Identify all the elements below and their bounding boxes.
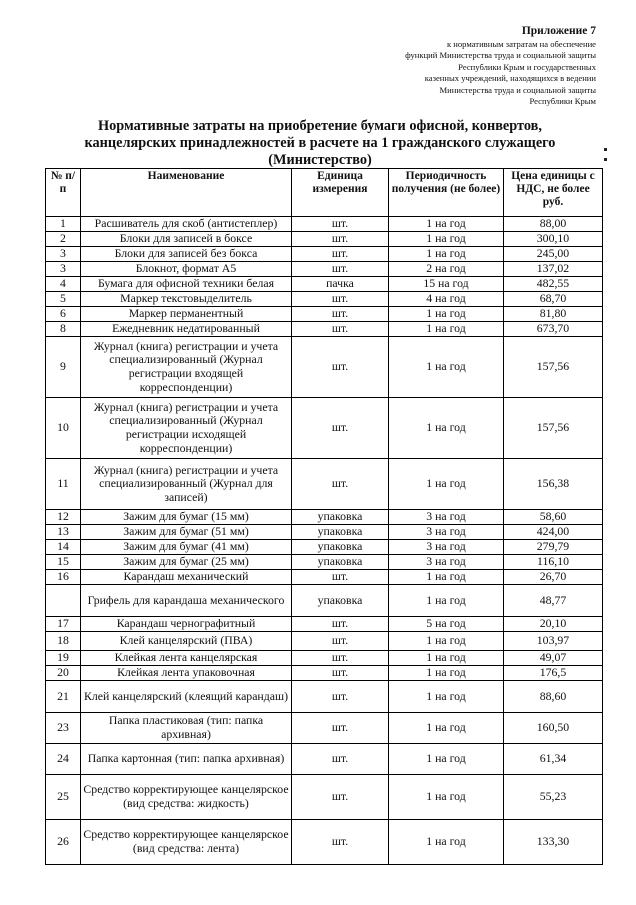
cell-period: 2 на год — [389, 262, 504, 277]
header-period: Периодичность получения (не более) — [389, 169, 504, 217]
cell-period: 1 на год — [389, 632, 504, 651]
cell-unit: шт. — [292, 820, 389, 865]
cell-unit: упаковка — [292, 585, 389, 617]
cell-num: 20 — [46, 666, 81, 681]
table-row — [46, 632, 603, 651]
appendix-line: Республики Крым и государственных — [458, 61, 596, 72]
costs-table — [45, 168, 603, 865]
cell-unit: шт. — [292, 775, 389, 820]
cell-period: 1 на год — [389, 398, 504, 459]
table-row — [46, 713, 603, 744]
table-body — [46, 217, 603, 865]
cell-name: Зажим для бумаг (25 мм) — [81, 555, 292, 570]
cell-name: Карандаш механический — [81, 570, 292, 585]
cell-name: Маркер текстовыделитель — [81, 292, 292, 307]
cell-num: 11 — [46, 459, 81, 510]
table-row — [46, 247, 603, 262]
cell-name: Блокнот, формат А5 — [81, 262, 292, 277]
cell-unit: упаковка — [292, 510, 389, 525]
cell-name: Средство корректирующее канцелярское (вид средства: жидкость) — [81, 775, 292, 820]
cell-price: 279,79 — [504, 540, 603, 555]
cell-unit: шт. — [292, 232, 389, 247]
cell-num: 12 — [46, 510, 81, 525]
cell-name: Журнал (книга) регистрации и учета специализированный (Журнал для записей) — [81, 459, 292, 510]
header-name: Наименование — [81, 169, 292, 217]
cell-unit: шт. — [292, 337, 389, 398]
cell-name: Блоки для записей в боксе — [81, 232, 292, 247]
cell-price: 49,07 — [504, 651, 603, 666]
cell-num: 13 — [46, 525, 81, 540]
cell-price: 81,80 — [504, 307, 603, 322]
cell-price: 160,50 — [504, 713, 603, 744]
cell-unit: шт. — [292, 459, 389, 510]
appendix-line: функций Министерства труда и социальной защиты — [405, 50, 596, 61]
title-line: канцелярских принадлежностей в расчете на 1 гражданского служащего — [84, 135, 556, 151]
cell-period: 1 на год — [389, 775, 504, 820]
cell-unit: шт. — [292, 681, 389, 713]
cell-name: Средство корректирующее канцелярское (вид средства: лента) — [81, 820, 292, 865]
cell-period: 3 на год — [389, 540, 504, 555]
cell-price: 300,10 — [504, 232, 603, 247]
cell-num: 9 — [46, 337, 81, 398]
cell-num: 19 — [46, 651, 81, 666]
cell-period: 1 на год — [389, 307, 504, 322]
cell-name: Журнал (книга) регистрации и учета специализированный (Журнал регистрации исходящей корреспонденции) — [81, 398, 292, 459]
appendix-line: к нормативным затратам на обеспечение — [446, 39, 596, 49]
cell-unit: шт. — [292, 713, 389, 744]
table-row — [46, 585, 603, 617]
cell-unit: упаковка — [292, 555, 389, 570]
cell-period: 3 на год — [389, 555, 504, 570]
header-num: № п/п — [46, 169, 81, 217]
cell-price: 156,38 — [504, 459, 603, 510]
cell-name: Ежедневник недатированный — [81, 322, 292, 337]
cell-num: 15 — [46, 555, 81, 570]
appendix-title: Приложение 7 — [521, 25, 596, 37]
table-row — [46, 525, 603, 540]
table-row — [46, 820, 603, 865]
title-line: Нормативные затраты на приобретение бумаги офисной, конвертов, — [98, 118, 542, 134]
appendix-line: Республики Крым — [529, 96, 596, 107]
cell-name: Бумага для офисной техники белая — [81, 277, 292, 292]
appendix-header — [336, 24, 596, 107]
cell-period: 4 на год — [389, 292, 504, 307]
cell-unit: шт. — [292, 262, 389, 277]
scan-mark — [604, 158, 607, 161]
cell-period: 1 на год — [389, 713, 504, 744]
cell-period: 1 на год — [389, 322, 504, 337]
cell-num: 2 — [46, 232, 81, 247]
cell-name: Папка картонная (тип: папка архивная) — [81, 744, 292, 775]
cell-price: 424,00 — [504, 525, 603, 540]
cell-num: 6 — [46, 307, 81, 322]
cell-name: Маркер перманентный — [81, 307, 292, 322]
table-row — [46, 555, 603, 570]
cell-name: Зажим для бумаг (15 мм) — [81, 510, 292, 525]
cell-period: 1 на год — [389, 232, 504, 247]
table-row — [46, 651, 603, 666]
cell-period: 1 на год — [389, 247, 504, 262]
table-row — [46, 307, 603, 322]
cell-price: 133,30 — [504, 820, 603, 865]
cell-num: 23 — [46, 713, 81, 744]
table-header-row — [46, 169, 603, 217]
cell-name: Грифель для карандаша механического — [81, 585, 292, 617]
cell-unit: шт. — [292, 666, 389, 681]
cell-num: 25 — [46, 775, 81, 820]
cell-unit: шт. — [292, 744, 389, 775]
cell-price: 58,60 — [504, 510, 603, 525]
cell-unit: шт. — [292, 398, 389, 459]
cell-unit: шт. — [292, 322, 389, 337]
cell-period: 1 на год — [389, 666, 504, 681]
table-row — [46, 262, 603, 277]
table-row — [46, 337, 603, 398]
cell-period: 1 на год — [389, 459, 504, 510]
cell-name: Блоки для записей без бокса — [81, 247, 292, 262]
cell-price: 245,00 — [504, 247, 603, 262]
table-row — [46, 540, 603, 555]
table-row — [46, 232, 603, 247]
cell-price: 103,97 — [504, 632, 603, 651]
cell-num: 4 — [46, 277, 81, 292]
cell-price: 55,23 — [504, 775, 603, 820]
cell-period: 1 на год — [389, 570, 504, 585]
cell-period: 1 на год — [389, 744, 504, 775]
cell-price: 482,55 — [504, 277, 603, 292]
cell-num: 10 — [46, 398, 81, 459]
cell-period: 1 на год — [389, 337, 504, 398]
cell-name: Журнал (книга) регистрации и учета специализированный (Журнал регистрации входящей корреспонденции) — [81, 337, 292, 398]
table-row — [46, 666, 603, 681]
cell-unit: шт. — [292, 617, 389, 632]
cell-unit: упаковка — [292, 525, 389, 540]
cell-name: Клей канцелярский (ПВА) — [81, 632, 292, 651]
cell-price: 157,56 — [504, 337, 603, 398]
cell-num — [46, 585, 81, 617]
table-row — [46, 322, 603, 337]
cell-period: 1 на год — [389, 585, 504, 617]
table-row — [46, 775, 603, 820]
document-title — [40, 118, 600, 169]
appendix-line: Министерства труда и социальной защиты — [439, 84, 596, 95]
cell-num: 14 — [46, 540, 81, 555]
table-row — [46, 459, 603, 510]
cell-name: Зажим для бумаг (51 мм) — [81, 525, 292, 540]
cell-name: Зажим для бумаг (41 мм) — [81, 540, 292, 555]
cell-price: 176,5 — [504, 666, 603, 681]
cell-price: 61,34 — [504, 744, 603, 775]
cell-unit: шт. — [292, 632, 389, 651]
table-row — [46, 217, 603, 232]
cell-price: 48,77 — [504, 585, 603, 617]
cell-price: 88,60 — [504, 681, 603, 713]
scan-mark — [604, 148, 607, 151]
cell-price: 88,00 — [504, 217, 603, 232]
title-line: (Министерство) — [268, 152, 372, 168]
cell-period: 1 на год — [389, 681, 504, 713]
cell-name: Папка пластиковая (тип: папка архивная) — [81, 713, 292, 744]
header-unit: Единица измерения — [292, 169, 389, 217]
cell-unit: шт. — [292, 217, 389, 232]
cell-num: 16 — [46, 570, 81, 585]
cell-period: 15 на год — [389, 277, 504, 292]
table-row — [46, 398, 603, 459]
appendix-line: казенных учреждений, находящихся в ведении — [424, 73, 596, 84]
cell-name: Карандаш чернографитный — [81, 617, 292, 632]
table-row — [46, 570, 603, 585]
table-row — [46, 617, 603, 632]
table-row — [46, 681, 603, 713]
cell-num: 3 — [46, 247, 81, 262]
cell-price: 137,02 — [504, 262, 603, 277]
cell-price: 157,56 — [504, 398, 603, 459]
cell-price: 20,10 — [504, 617, 603, 632]
cell-name: Расшиватель для скоб (антистеплер) — [81, 217, 292, 232]
cell-name: Клейкая лента упаковочная — [81, 666, 292, 681]
cell-price: 116,10 — [504, 555, 603, 570]
cell-unit: шт. — [292, 307, 389, 322]
cell-price: 26,70 — [504, 570, 603, 585]
cell-num: 3 — [46, 262, 81, 277]
header-price: Цена единицы с НДС, не более руб. — [504, 169, 603, 217]
table-row — [46, 510, 603, 525]
cell-unit: шт. — [292, 247, 389, 262]
cell-num: 8 — [46, 322, 81, 337]
table-row — [46, 292, 603, 307]
cell-num: 18 — [46, 632, 81, 651]
cell-name: Клей канцелярский (клеящий карандаш) — [81, 681, 292, 713]
cell-num: 24 — [46, 744, 81, 775]
table-row — [46, 277, 603, 292]
cell-period: 1 на год — [389, 651, 504, 666]
cell-num: 5 — [46, 292, 81, 307]
cell-period: 1 на год — [389, 820, 504, 865]
cell-period: 5 на год — [389, 617, 504, 632]
cell-unit: пачка — [292, 277, 389, 292]
cell-unit: шт. — [292, 570, 389, 585]
cell-num: 21 — [46, 681, 81, 713]
cell-period: 3 на год — [389, 510, 504, 525]
cell-name: Клейкая лента канцелярская — [81, 651, 292, 666]
cell-period: 1 на год — [389, 217, 504, 232]
cell-num: 17 — [46, 617, 81, 632]
cell-unit: шт. — [292, 292, 389, 307]
cell-unit: упаковка — [292, 540, 389, 555]
cell-num: 1 — [46, 217, 81, 232]
cell-price: 673,70 — [504, 322, 603, 337]
cell-num: 26 — [46, 820, 81, 865]
cell-period: 3 на год — [389, 525, 504, 540]
cell-unit: шт. — [292, 651, 389, 666]
cell-price: 68,70 — [504, 292, 603, 307]
table-row — [46, 744, 603, 775]
